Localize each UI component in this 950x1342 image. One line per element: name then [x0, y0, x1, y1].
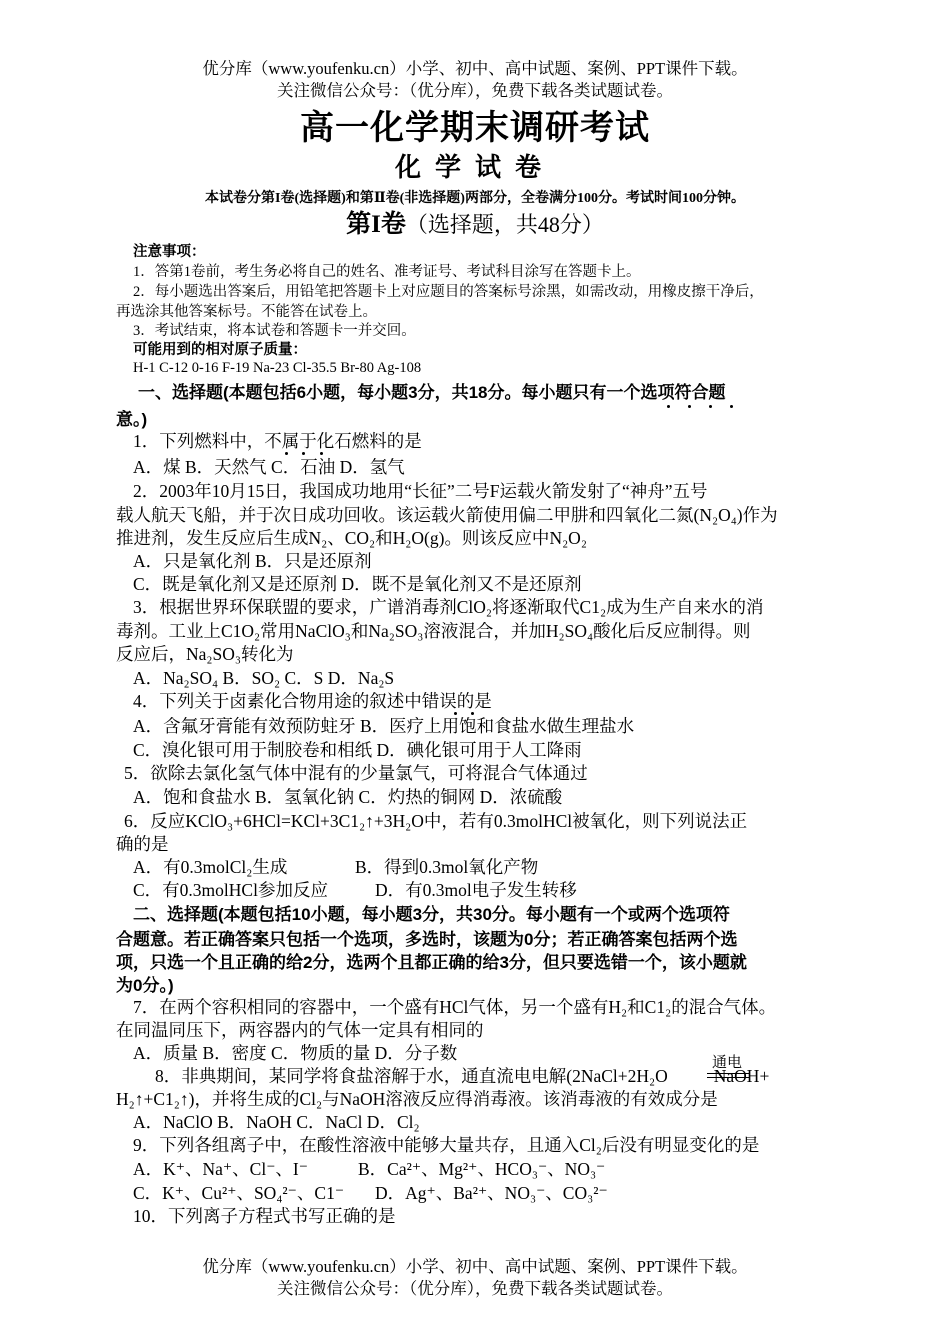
- q6-equation: KClO₃+6HCl=KCl+3C1₂↑+3H₂O: [185, 811, 424, 831]
- q7-gases: H₂和C1₂: [608, 997, 672, 1017]
- note-3: 3．考试结束，将本试卷和答题卡一并交回。: [133, 323, 416, 339]
- q3-line-1-mid: 将逐渐取代: [492, 597, 580, 617]
- q4-options-cd: C．溴化银可用于制胶卷和相纸 D．碘化银可用于人工降雨: [133, 740, 582, 760]
- q6-option-d: D．有0.3mol电子发生转移: [375, 880, 577, 900]
- q2-options-ab: A．只是氧化剂 B．只是还原剂: [133, 551, 372, 571]
- q2-line-3: [116, 527, 587, 549]
- q2-line-2-text: 载人航天飞船，并于次日成功回收。该运载火箭使用偏二甲肼和四氧化二氮: [116, 505, 694, 525]
- emphasis-dot: [709, 405, 712, 408]
- part-1-desc: （选择题，共48分）: [405, 212, 604, 237]
- q6-option-a-end: 生成: [252, 857, 288, 877]
- q3-line-2: [116, 620, 751, 642]
- q3-line-3-text: 反应后，: [116, 644, 186, 664]
- q8-line-2-end: 溶液反应得消毒液。该消毒液的有效成分是: [385, 1089, 718, 1109]
- atomic-masses: H-1 C-12 0-16 F-19 Na-23 Cl-35.5 Br-80 Ag-108: [133, 360, 422, 376]
- q8-line-2: [116, 1088, 718, 1110]
- q6-option-a-chem: 0.3molCl₂: [180, 857, 253, 877]
- q8-cl2-naoh: Cl₂与NaOH: [299, 1089, 386, 1109]
- part-1-label: 第I卷: [346, 211, 406, 238]
- note-2a: 2．每小题选出答案后，用铅笔把答题卡上对应题目的答案标号涂黑，如需改动，用橡皮擦干净后，: [133, 284, 764, 300]
- q2-n2o2: N₂O₂: [549, 528, 587, 548]
- q2-line-1: 2．2003年10月15日，我国成功地用“长征”二号F运载火箭发射了“神舟”五号: [133, 481, 708, 501]
- emphasis-dot: [688, 405, 691, 408]
- q8-eq-products: H₂↑+C1₂↑): [116, 1089, 195, 1109]
- q3-reagents: NaClO₃和Na₂SO₃: [295, 621, 424, 641]
- q8-line-1-text: 8．非典期间，某同学将食盐溶解于水，通直流电电解: [155, 1066, 567, 1086]
- q1-stem: 1．下列燃料中，不属于化石燃料的是: [133, 431, 422, 451]
- q5-stem: 5．欲除去氯化氢气体中混有的少量氯气，可将混合气体通过: [124, 763, 588, 783]
- q6-line-2: 确的是: [116, 834, 169, 854]
- q3-na2so3: Na₂SO₃: [186, 644, 241, 664]
- q6-option-c: C．有0.3molHCl参加反应: [133, 880, 328, 900]
- section-1-heading: 一、选择题(本题包括6小题，每小题3分，共18分。每小题只有一个选项符合题: [138, 383, 726, 402]
- part-1-heading: [0, 210, 950, 241]
- note-1: 1．答第1卷前，考生务必将自己的姓名、准考证号、考试科目涂写在答题卡上。: [133, 264, 641, 280]
- q7-line-1: [133, 996, 776, 1018]
- q9-option-d: D．Ag⁺、Ba²⁺、NO₃⁻、CO₃²⁻: [375, 1183, 608, 1203]
- q7-line-1-end: 的混合气体。: [671, 997, 777, 1017]
- q2-line-3-text: 推进剂，发生反应后生成: [116, 528, 309, 548]
- section-2-heading-2: 合题意。若正确答案只包括一个选项，多选时，该题为0分；若正确答案包括两个选: [116, 930, 738, 949]
- q9-stem: 9．下列各组离子中，在酸性溶液中能够大量共存，且通入Cl₂后没有明显变化的是: [133, 1135, 760, 1155]
- q2-options-cd: C．既是氧化剂又是还原剂 D．既不是氧化剂又不是还原剂: [133, 574, 582, 594]
- q7-options: A．质量 B．密度 C．物质的量 D．分子数: [133, 1043, 458, 1063]
- note-2b: 再选涂其他答案标号。不能答在试卷上。: [116, 304, 377, 320]
- q8-line-1: [155, 1065, 769, 1087]
- q6-line-1-end: 中，若有0.3molHCl被氧化，则下列说法正: [423, 811, 748, 831]
- q2-line-3-end: 。则该反应中: [444, 528, 550, 548]
- q2-n2o4: (N₂O₄)作为: [693, 505, 778, 525]
- q3-line-2-mid: 常用: [260, 621, 296, 641]
- header-line-2: 关注微信公众号：（优分库），免费下载各类试题试卷。: [277, 81, 673, 100]
- q3-line-3-end: 转化为: [240, 644, 294, 664]
- q9-option-c: C．K⁺、Cu²⁺、SO₄²⁻、C1⁻: [133, 1183, 345, 1203]
- footer-line-1: 优分库（www.youfenku.cn）小学、初中、高中试题、案例、PPT课件下载。: [202, 1257, 748, 1276]
- emphasis-dot: [730, 405, 733, 408]
- exam-title: 高一化学期末调研考试: [300, 110, 650, 147]
- q4-stem: 4．下列关于卤素化合物用途的叙述中错误的是: [133, 691, 492, 711]
- q3-c12: C1₂: [579, 597, 607, 617]
- q8-eq-right: NaOH+: [713, 1066, 770, 1086]
- q3-h2so4: H₂SO₄: [545, 621, 594, 641]
- q4-options-ab: A．含氟牙膏能有效预防蛀牙 B．医疗上用饱和食盐水做生理盐水: [133, 716, 635, 736]
- q8-line-2-text: ，并将生成的: [194, 1089, 300, 1109]
- footer-line-2: 关注微信公众号：（优分库），免费下载各类试题试卷。: [277, 1279, 673, 1298]
- q3-clo2: ClO₂: [456, 597, 493, 617]
- q1-options: A．煤 B．天然气 C．石油 D．氢气: [133, 457, 405, 477]
- q8-options: A．NaClO B．NaOH C．NaCl D．Cl₂: [133, 1112, 420, 1132]
- q3-c1o2: C1O₂: [221, 621, 261, 641]
- q3-line-1-text: 3．根据世界环保联盟的要求，广谱消毒剂: [133, 597, 457, 617]
- q6-option-a-text: A．有: [133, 857, 181, 877]
- q3-options: A．Na₂SO₄ B．SO₂ C．S D．Na₂S: [133, 668, 395, 688]
- q7-line-2: 在同温同压下，两容器内的气体一定具有相同的: [116, 1020, 484, 1040]
- mass-heading: 可能用到的相对原子质量：: [133, 342, 307, 358]
- q9-option-a: A．K⁺、Na⁺、Cl⁻、I⁻: [133, 1159, 308, 1179]
- q3-line-1: [133, 596, 764, 618]
- notes-heading: 注意事项：: [133, 244, 206, 260]
- q6-line-1-text: 6．反应: [124, 811, 186, 831]
- q8-arrow-line-bottom: [707, 1077, 749, 1078]
- q10-stem: 10．下列离子方程式书写正确的是: [133, 1206, 396, 1226]
- emphasis-dot: [302, 452, 305, 455]
- q3-line-2-mid2: 溶液混合，并加: [423, 621, 546, 641]
- q2-products: N₂、CO₂和H₂O(g): [308, 528, 445, 548]
- q5-options: A．饱和食盐水 B．氢氧化钠 C．灼热的铜网 D．浓硫酸: [133, 787, 563, 807]
- emphasis-dot: [320, 452, 323, 455]
- section-1-heading-cont: 意。): [116, 410, 148, 429]
- section-2-heading-3: 项，只选一个且正确的给2分，选两个且都正确的给3分，但只要选错一个，该小题就: [116, 953, 747, 972]
- q3-line-2-end: 酸化后反应制得。则: [593, 621, 751, 641]
- q2-line-2: [116, 504, 778, 526]
- exam-intro: 本试卷分第I卷(选择题)和第Ⅱ卷(非选择题)两部分，全卷满分100分。考试时间100分钟。: [205, 191, 745, 206]
- q6-option-b: B．得到0.3mol氧化产物: [355, 857, 539, 877]
- emphasis-dot: [667, 405, 670, 408]
- header-line-1: 优分库（www.youfenku.cn）小学、初中、高中试题、案例、PPT课件下载。: [202, 59, 748, 78]
- q8-condition: 通电: [712, 1055, 743, 1071]
- q7-line-1-text: 7．在两个容积相同的容器中，一个盛有HCl气体，另一个盛有: [133, 997, 609, 1017]
- q3-line-1-end: 成为生产自来水的消: [606, 597, 764, 617]
- q3-line-3: [116, 643, 293, 665]
- q8-eq-left: (2NaCl+2H₂O: [566, 1066, 668, 1086]
- q8-arrow-line-top: [707, 1073, 749, 1074]
- emphasis-dot: [285, 452, 288, 455]
- q6-option-a: [133, 856, 287, 878]
- q9-option-b: B．Ca²⁺、Mg²⁺、HCO₃⁻、NO₃⁻: [358, 1159, 606, 1179]
- section-2-heading: 二、选择题(本题包括10小题，每小题3分，共30分。每小题有一个或两个选项符: [133, 905, 730, 924]
- q6-line-1: [124, 810, 747, 832]
- exam-subtitle: 化学试卷: [394, 153, 555, 182]
- q3-line-2-text: 毒剂。工业上: [116, 621, 221, 641]
- section-2-heading-4: 为0分。): [116, 976, 174, 995]
